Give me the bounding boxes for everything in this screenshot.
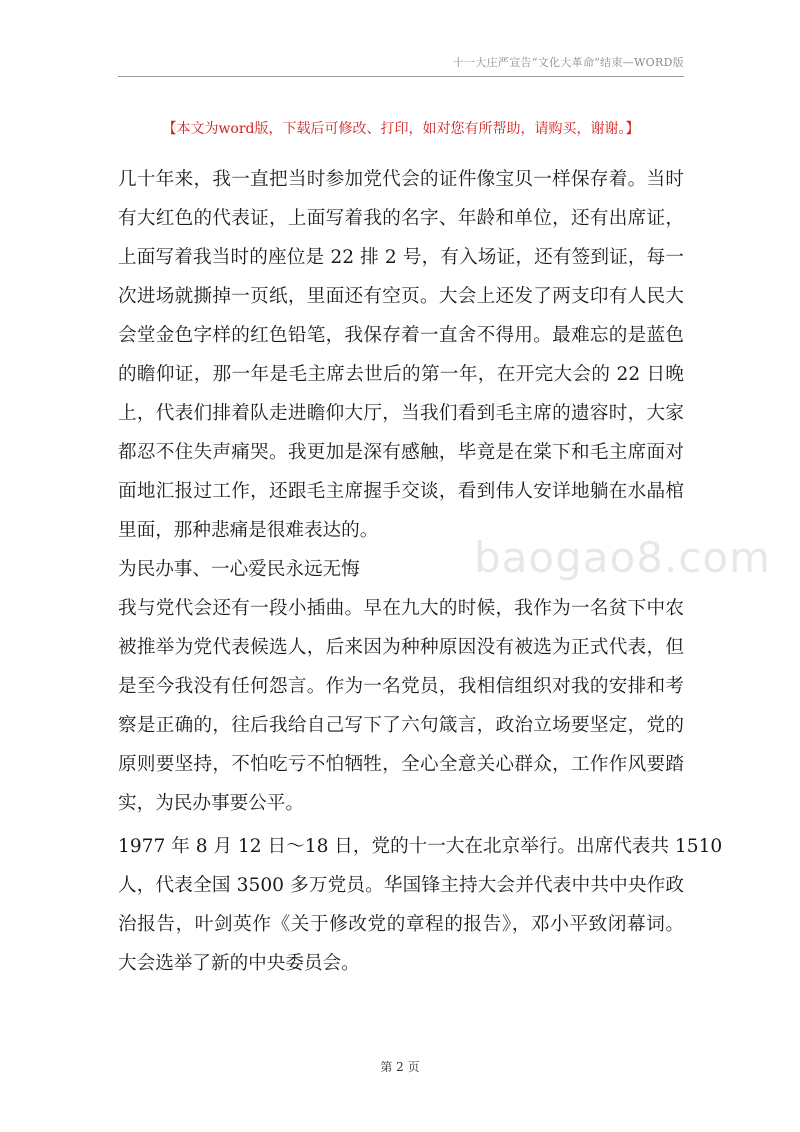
section-heading: [118, 550, 684, 589]
paragraph-congress-facts: [118, 827, 723, 983]
watermark-text: baogao8.com: [474, 533, 771, 582]
text-line: 人，代表全国 3500 多万党员。华国锋主持大会并代表中共中央作政: [118, 875, 684, 896]
text-line: 治报告，叶剑英作《关于修改党的章程的报告》，邓小平致闭幕词。: [118, 914, 684, 935]
text-line: 里面，那种悲痛是很难表达的。: [118, 520, 379, 541]
text-line: 次进场就撕掉一页纸，里面还有空页。大会上还发了两支印有人民大: [118, 286, 684, 307]
download-notice: 【本文为word版，下载后可修改、打印，如对您有所帮助，请购买，谢谢。】: [162, 121, 640, 137]
text-line: 为民办事、一心爱民永远无悔: [118, 559, 360, 580]
text-line: 上，代表们排着队走进瞻仰大厅，当我们看到毛主席的遗容时，大家: [118, 403, 684, 424]
text-line: 原则要坚持，不怕吃亏不怕牺牲，全心全意关心群众，工作作风要踏: [118, 754, 684, 775]
text-line: 实，为民办事要公平。: [118, 793, 304, 814]
text-line: 会堂金色字样的红色铅笔，我保存着一直舍不得用。最难忘的是蓝色: [118, 325, 684, 346]
text-line: 被推举为党代表候选人，后来因为种种原因没有被选为正式代表，但: [118, 637, 684, 658]
text-line: 的瞻仰证，那一年是毛主席去世后的第一年，在开完大会的 22 日晚: [118, 364, 684, 385]
text-line: 1977 年 8 月 12 日～18 日，党的十一大在北京举行。出席代表共 1510: [118, 836, 723, 857]
text-line: 大会选举了新的中央委员会。: [118, 953, 360, 974]
document-header-title: 十一大庄严宣告“文化大革命”结束—WORD版: [452, 56, 684, 69]
text-line: 面地汇报过工作，还跟毛主席握手交谈，看到伟人安详地躺在水晶棺: [118, 481, 684, 502]
text-line: 是至今我没有任何怨言。作为一名党员，我相信组织对我的安排和考: [118, 676, 684, 697]
text-line: 都忍不住失声痛哭。我更加是深有感触，毕竟是在棠下和毛主席面对: [118, 442, 684, 463]
paragraph-memories: [118, 160, 684, 550]
header-divider: [118, 76, 684, 77]
paragraph-anecdote: [118, 589, 684, 823]
text-line: 有大红色的代表证，上面写着我的名字、年龄和单位，还有出席证，: [118, 208, 684, 229]
document-body: [118, 160, 723, 983]
text-line: 上面写着我当时的座位是 22 排 2 号，有入场证，还有签到证，每一: [118, 247, 684, 268]
text-line: 几十年来，我一直把当时参加党代会的证件像宝贝一样保存着。当时: [118, 169, 684, 190]
page-number: 第 2 页: [380, 1060, 420, 1074]
text-line: 我与党代会还有一段小插曲。早在九大的时候，我作为一名贫下中农: [118, 598, 684, 619]
text-line: 察是正确的，往后我给自己写下了六句箴言，政治立场要坚定，党的: [118, 715, 684, 736]
